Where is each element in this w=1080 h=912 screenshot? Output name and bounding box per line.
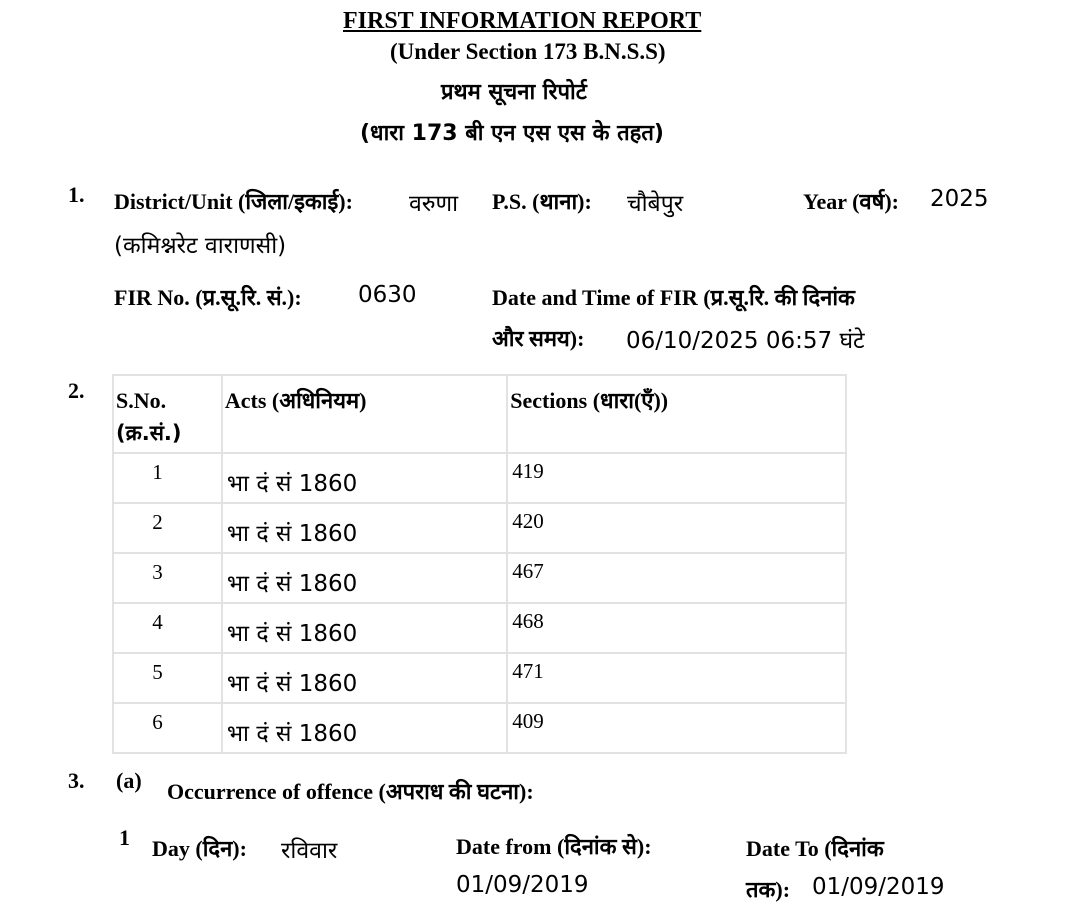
section-2-number: 2. xyxy=(68,378,85,403)
date-to-label-line1: Date To (दिनांक xyxy=(746,836,884,861)
report-subtitle-hindi: (धारा 173 बी एन एस एस के तहत) xyxy=(360,121,664,146)
day-value: रविवार xyxy=(281,838,338,864)
cell-act xyxy=(222,553,507,603)
day-label: Day (दिन): xyxy=(152,836,247,861)
table-row xyxy=(113,703,846,753)
section-3-number: 3. xyxy=(68,768,85,793)
cell-section xyxy=(507,553,846,603)
table-row xyxy=(113,653,846,703)
report-title-hindi: प्रथम सूचना रिपोर्ट xyxy=(441,80,587,105)
cell-section xyxy=(507,653,846,703)
cell-section xyxy=(507,603,846,653)
cell-sno xyxy=(113,603,222,653)
sno-value: 4 xyxy=(152,610,163,634)
act-value: भा दं सं 1860 xyxy=(226,721,358,747)
act-value: भा दं सं 1860 xyxy=(226,621,358,647)
sno-value: 6 xyxy=(152,710,163,734)
year-value: 2025 xyxy=(930,186,989,212)
cell-act xyxy=(222,453,507,503)
fir-value: 0630 xyxy=(358,282,417,308)
district-value: वरुणा xyxy=(409,191,459,217)
sections-header-text: Sections (धारा(एँ)) xyxy=(510,388,669,413)
occurrence-heading: Occurrence of offence (अपराध की घटना): xyxy=(167,779,534,804)
report-subtitle: (Under Section 173 B.N.S.S) xyxy=(390,39,666,64)
table-row xyxy=(113,503,846,553)
acts-header-text: Acts (अधिनियम) xyxy=(224,388,367,413)
act-value: भा दं सं 1860 xyxy=(226,571,358,597)
datetime-value: 06/10/2025 06:57 घंटे xyxy=(626,328,865,354)
date-to-label-line2: तक): xyxy=(746,877,791,902)
column-header-acts xyxy=(222,375,507,453)
section-3-sub: (a) xyxy=(116,768,142,793)
cell-sno xyxy=(113,703,222,753)
section-value: 468 xyxy=(512,609,544,633)
section-1-number: 1. xyxy=(68,182,85,207)
sno-value: 5 xyxy=(152,660,163,684)
date-from-value: 01/09/2019 xyxy=(456,872,589,898)
year-label: Year (वर्ष): xyxy=(803,189,900,214)
cell-act xyxy=(222,603,507,653)
ps-value: चौबेपुर xyxy=(627,191,684,217)
cell-sno xyxy=(113,453,222,503)
table-header-row xyxy=(113,375,846,453)
date-to-value: 01/09/2019 xyxy=(812,874,945,900)
fir-label: FIR No. (प्र.सू.रि. सं.): xyxy=(114,285,302,310)
district-label-text: District/Unit (जिला/इकाई): xyxy=(114,189,353,214)
section-value: 471 xyxy=(512,659,544,683)
acts-table xyxy=(112,374,847,754)
act-value: भा दं सं 1860 xyxy=(226,521,358,547)
table-row xyxy=(113,553,846,603)
district-value-cont: (कमिश्नरेट वाराणसी) xyxy=(114,233,287,259)
sno-value: 2 xyxy=(152,510,163,534)
report-title: FIRST INFORMATION REPORT xyxy=(343,8,702,34)
cell-section xyxy=(507,453,846,503)
cell-section xyxy=(507,703,846,753)
cell-act xyxy=(222,703,507,753)
datetime-label-line2: और समय): xyxy=(492,326,585,351)
cell-act xyxy=(222,503,507,553)
sno-header-line2: (क्र.सं.) xyxy=(116,421,182,445)
date-from-label: Date from (दिनांक से): xyxy=(456,834,652,859)
table-row xyxy=(113,453,846,503)
sno-value: 1 xyxy=(152,460,163,484)
datetime-label-line1: Date and Time of FIR (प्र.सू.रि. की दिनांक xyxy=(492,285,855,310)
section-value: 409 xyxy=(512,709,544,733)
cell-sno xyxy=(113,503,222,553)
cell-sno xyxy=(113,553,222,603)
section-value: 419 xyxy=(512,459,544,483)
ps-label: P.S. (थाना): xyxy=(492,189,592,214)
sno-header-line1: S.No. xyxy=(116,388,167,413)
section-value: 420 xyxy=(512,509,544,533)
sno-value: 3 xyxy=(152,560,163,584)
cell-act xyxy=(222,653,507,703)
act-value: भा दं सं 1860 xyxy=(226,671,358,697)
section-value: 467 xyxy=(512,559,544,583)
column-header-sno xyxy=(113,375,222,453)
act-value: भा दं सं 1860 xyxy=(226,471,358,497)
column-header-sections xyxy=(507,375,846,453)
cell-sno xyxy=(113,653,222,703)
table-row xyxy=(113,603,846,653)
cell-section xyxy=(507,503,846,553)
occurrence-item-number: 1 xyxy=(119,825,130,850)
district-label xyxy=(114,186,353,216)
